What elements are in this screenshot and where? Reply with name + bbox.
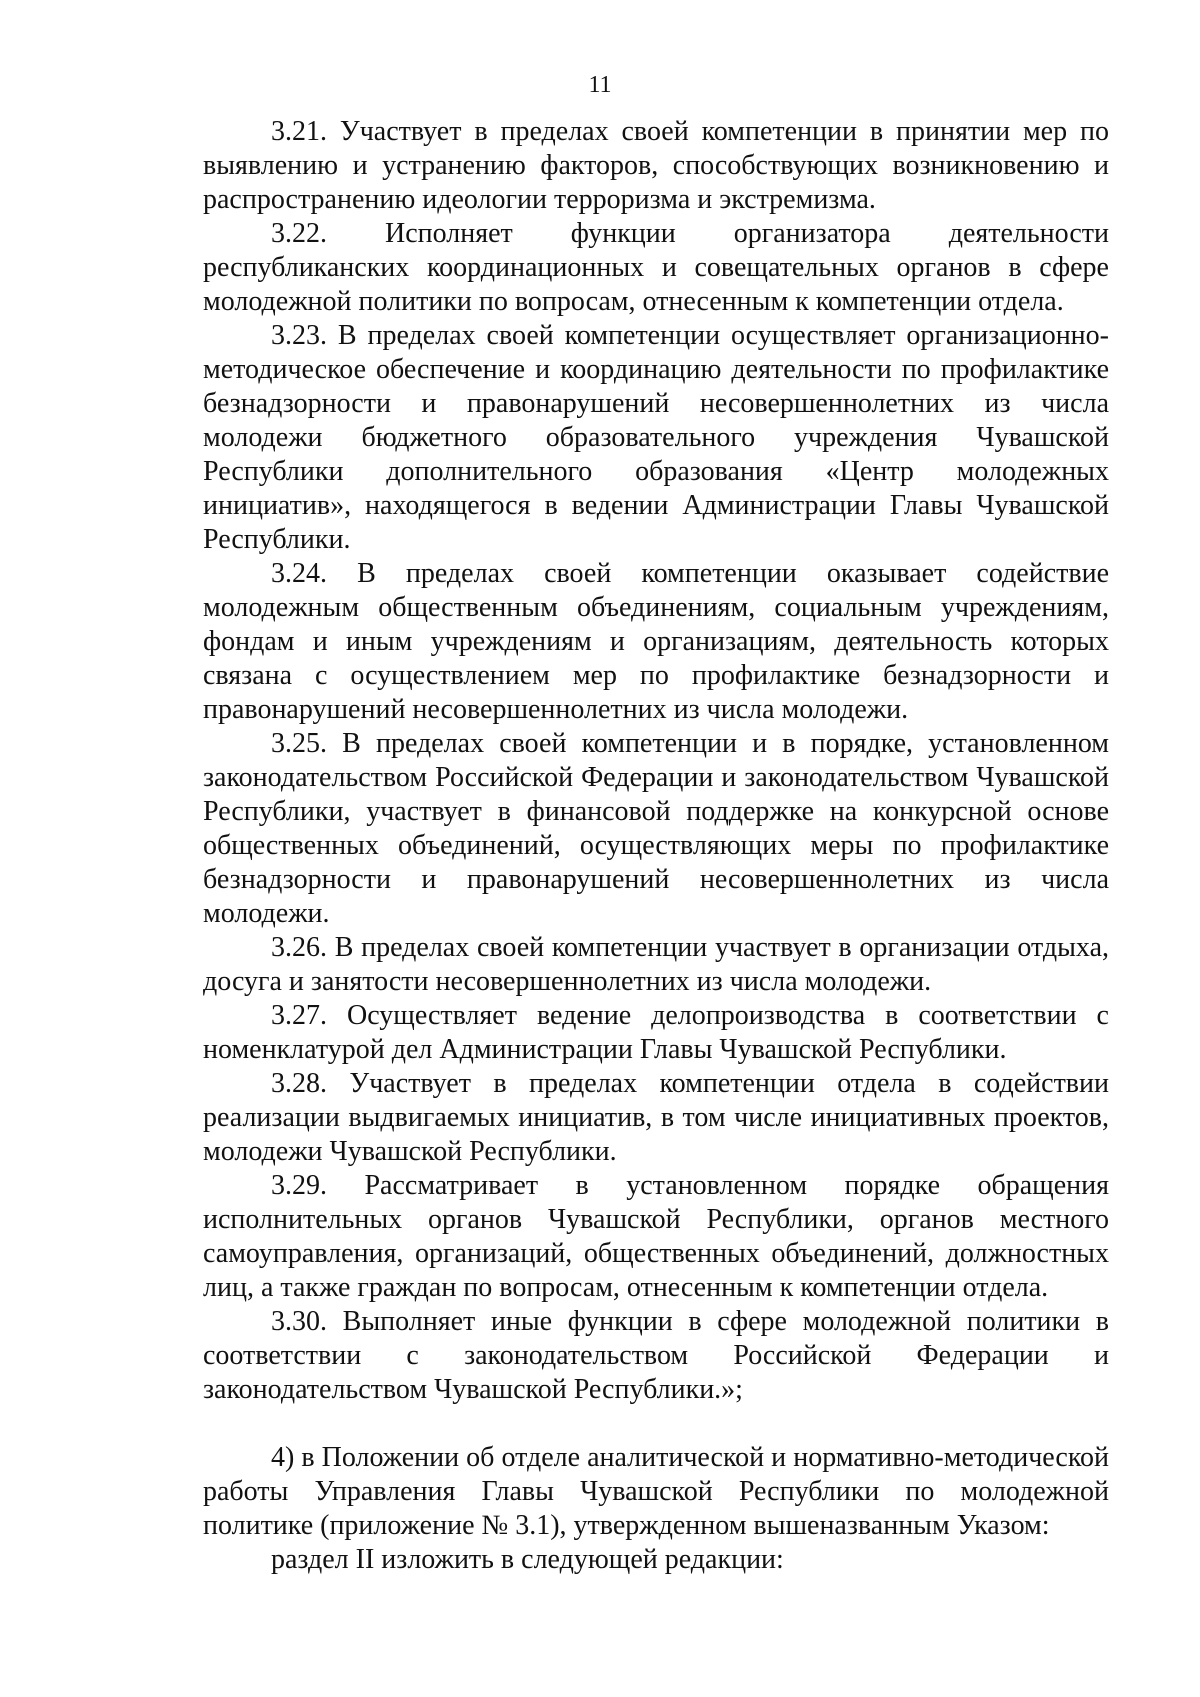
paragraph-3-22: 3.22. Исполняет функции организатора деятельности республиканских координационных и совещательных органов в сфере молодежной политики по вопросам, отнесенным к компетенции отдела. — [203, 218, 1109, 317]
paragraph-3-27: 3.27. Осуществляет ведение делопроизводства в соответствии с номенклатурой дел Администрации Главы Чувашской Республики. — [203, 1000, 1109, 1065]
document-body — [203, 115, 1109, 1577]
paragraph-3-23: 3.23. В пределах своей компетенции осуществляет организационно-методическое обеспечение и координацию деятельности по профилактике безнадзорности и правонарушений несовершеннолетних из числа молодежи бюджетного образовательного учреждения Чувашской Республики дополнительного образования «Центр молодежных инициатив», находящегося в ведении Администрации Главы Чувашской Республики. — [203, 320, 1109, 555]
paragraph-3-30: 3.30. Выполняет иные функции в сфере молодежной политики в соответствии с законодательством Российской Федерации и законодательством Чувашской Республики.»; — [203, 1306, 1109, 1405]
paragraph-section-ii: раздел II изложить в следующей редакции: — [271, 1544, 784, 1575]
paragraph-3-28: 3.28. Участвует в пределах компетенции отдела в содействии реализации выдвигаемых инициатив, в том числе инициативных проектов, молодежи Чувашской Республики. — [203, 1068, 1109, 1167]
paragraph-3-21: 3.21. Участвует в пределах своей компетенции в принятии мер по выявлению и устранению факторов, способствующих возникновению и распространению идеологии терроризма и экстремизма. — [203, 116, 1109, 215]
paragraph-3-26: 3.26. В пределах своей компетенции участвует в организации отдыха, досуга и занятости несовершеннолетних из числа молодежи. — [203, 932, 1109, 997]
paragraph-item-4: 4) в Положении об отделе аналитической и нормативно-методической работы Управления Главы Чувашской Республики по молодежной политике (приложение № 3.1), утвержденном вышеназванным Указом: — [203, 1442, 1109, 1541]
paragraph-3-25: 3.25. В пределах своей компетенции и в порядке, установленном законодательством Российской Федерации и законодательством Чувашской Республики, участвует в финансовой поддержке на конкурсной основе общественных объединений, осуществляющих меры по профилактике безнадзорности и правонарушений несовершеннолетних из числа молодежи. — [203, 728, 1109, 929]
page-number: 11 — [588, 72, 612, 98]
paragraph-3-24: 3.24. В пределах своей компетенции оказывает содействие молодежным общественным объединениям, социальным учреждениям, фондам и иным учреждениям и организациям, деятельность которых связана с осуществлением мер по профилактике безнадзорности и правонарушений несовершеннолетних из числа молодежи. — [203, 558, 1109, 725]
paragraph-3-29: 3.29. Рассматривает в установленном порядке обращения исполнительных органов Чувашской Республики, органов местного самоуправления, организаций, общественных объединений, должностных лиц, а также граждан по вопросам, отнесенным к компетенции отдела. — [203, 1170, 1109, 1303]
